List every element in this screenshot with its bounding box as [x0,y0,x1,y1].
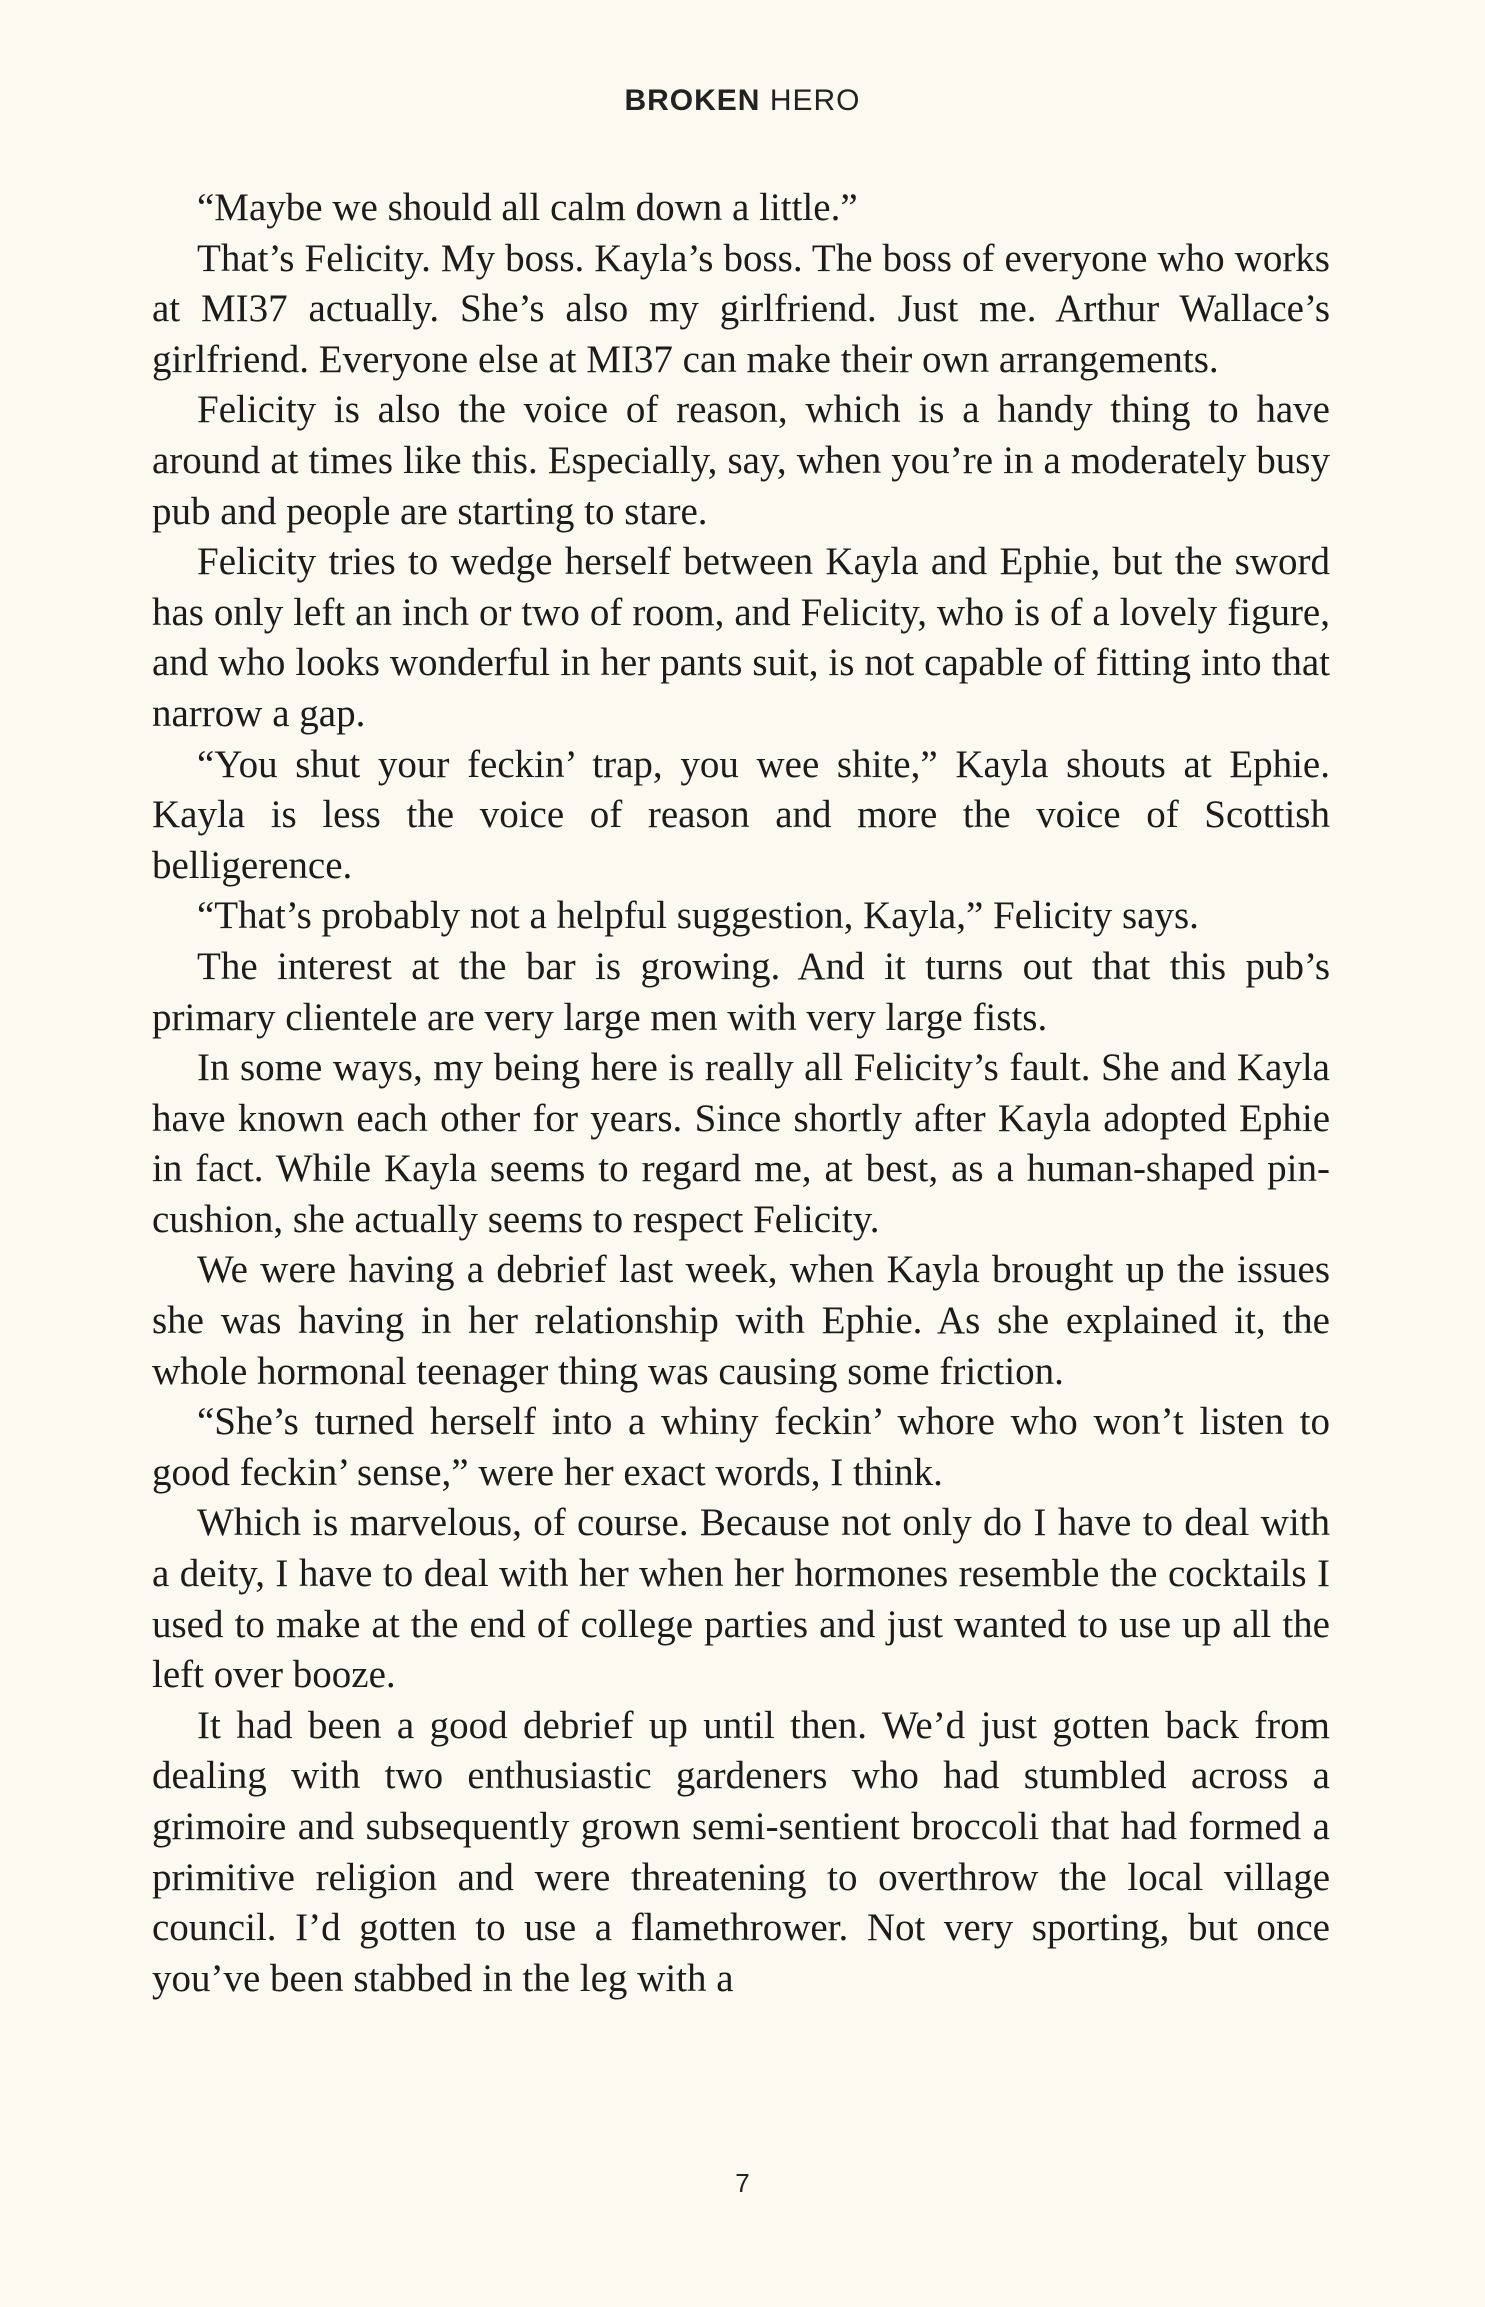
paragraph: The interest at the bar is growing. And it turns out that this pub’s primary clientele are very large men with very large fists. [152,944,1330,1039]
paragraph: Felicity is also the voice of reason, which is a handy thing to have around at times like this. Especially, say, when you’re in a moderately busy pub and people are starting to stare. [152,388,1330,533]
paragraph: In some ways, my being here is really all Felicity’s fault. She and Kayla have known each other for years. Since shortly after Kayla adopted Ephie in fact. While Kayla seems to regard me, at best, as a human-shaped pin-cushion, she actually seems to respect Felicity. [152,1046,1330,1241]
paragraph: “That’s probably not a helpful suggestion, Kayla,” Felicity says. [197,894,1199,938]
paragraph: It had been a good debrief up until then. We’d just gotten back from dealing with two enthusiastic gardeners who had stumbled across a grimoire and subsequently grown semi-sentient broccoli that had formed a primitive religion and were threatening to overthrow the local village council. I’d gotten to use a flamethrower. Not very sporting, but once you’ve been stabbed in the leg with a [152,1703,1330,2000]
running-head-title-rest: HERO [769,84,861,117]
body-text [152,183,1330,2004]
paragraph: “She’s turned herself into a whiny feckin’ whore who won’t listen to good feckin’ sense,” were her exact words, I think. [152,1400,1330,1494]
paragraph: Felicity tries to wedge herself between Kayla and Ephie, but the sword has only left an inch or two of room, and Felicity, who is of a lovely figure, and who looks wonderful in her pants suit, is not capable of fitting into that narrow a gap. [152,540,1330,735]
paragraph: “Maybe we should all calm down a little.” [197,186,858,229]
paragraph: Which is marvelous, of course. Because not only do I have to deal with a deity, I have to deal with her when her hormones resemble the cocktails I used to make at the end of college parties and just wanted to use up all the left over booze. [152,1501,1330,1697]
running-head-title-bold: BROKEN [624,84,761,117]
running-head [0,84,1485,118]
paragraph: That’s Felicity. My boss. Kayla’s boss. The boss of everyone who works at MI37 actually. She’s also my girlfriend. Just me. Arthur Wallace’s girlfriend. Everyone else at MI37 can make their own arrangements. [152,236,1330,381]
paragraph: We were having a debrief last week, when Kayla brought up the issues she was having in her relationship with Ephie. As she explained it, the whole hormonal teenager thing was causing some friction. [152,1248,1330,1393]
page-number: 7 [735,2168,750,2198]
paragraph: “You shut your feckin’ trap, you wee shite,” Kayla shouts at Ephie. Kayla is less the voice of reason and more the voice of Scottish belligerence. [152,742,1330,887]
